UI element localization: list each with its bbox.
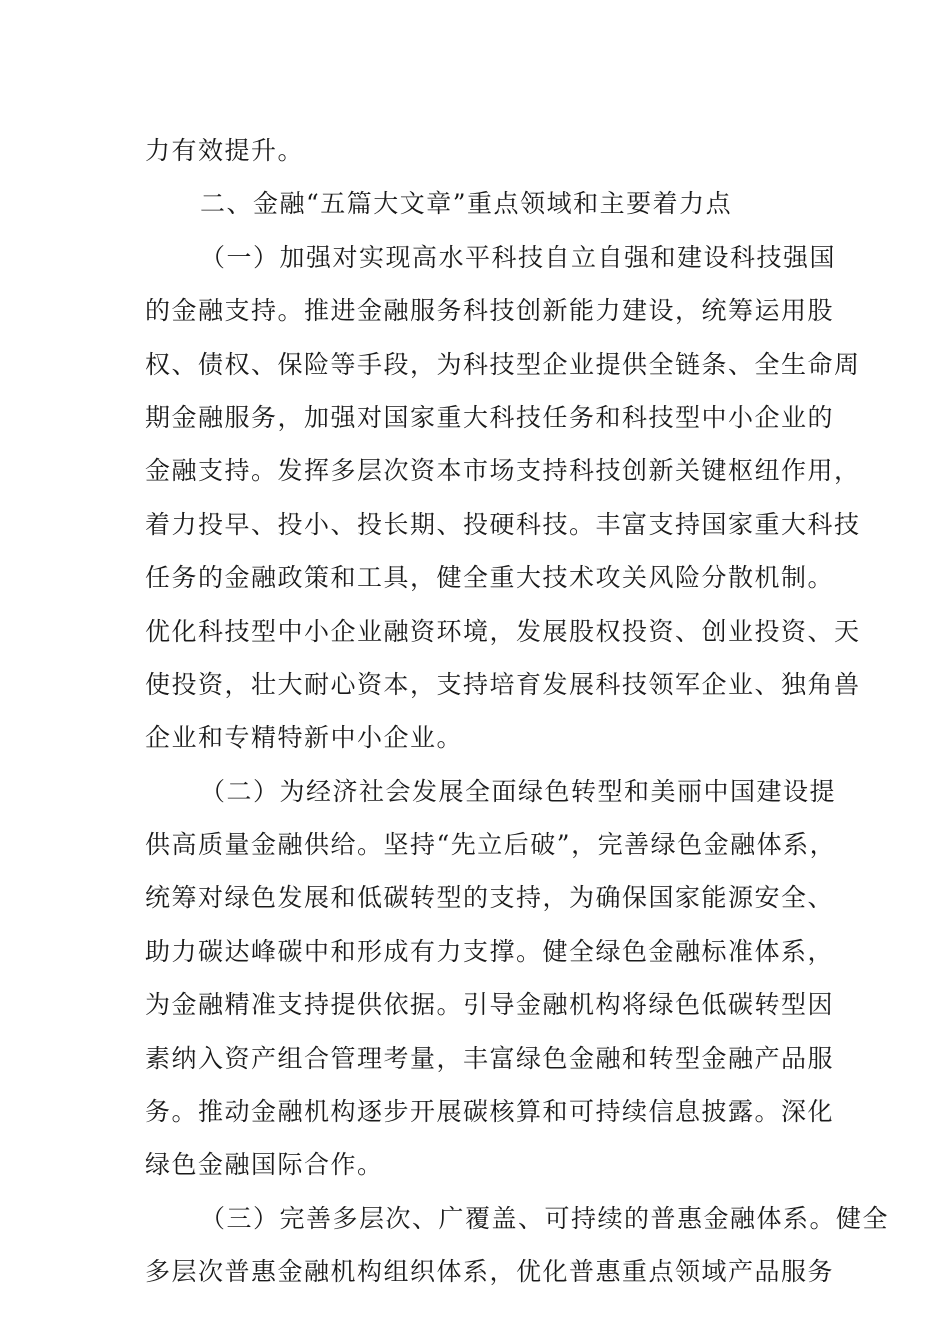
text-line: 为金融精准支持提供依据。引导金融机构将绿色低碳转型因 <box>145 990 835 1020</box>
text-line: 统筹对绿色发展和低碳转型的支持，为确保国家能源安全、 <box>145 883 835 913</box>
text-line: 企业和专精特新中小企业。 <box>145 723 464 753</box>
text-line: 的金融支持。推进金融服务科技创新能力建设，统筹运用股 <box>145 296 835 326</box>
text-line: 助力碳达峰碳中和形成有力支撑。健全绿色金融标准体系， <box>145 936 835 966</box>
section-heading: 二、金融“五篇大文章”重点领域和主要着力点 <box>200 189 733 219</box>
subsection-heading-2: （二）为经济社会发展全面绿色转型和美丽中国建设提 <box>200 776 837 806</box>
text-line: 期金融服务，加强对国家重大科技任务和科技型中小企业的 <box>145 402 835 432</box>
text-line: 使投资，壮大耐心资本，支持培育发展科技领军企业、独角兽 <box>145 669 861 699</box>
text-line: 优化科技型中小企业融资环境，发展股权投资、创业投资、天 <box>145 616 861 646</box>
text-line: 多层次普惠金融机构组织体系，优化普惠重点领域产品服务 <box>145 1257 835 1287</box>
text-line: 金融支持。发挥多层次资本市场支持科技创新关键枢纽作用， <box>145 456 861 486</box>
text-line: 权、债权、保险等手段，为科技型企业提供全链条、全生命周 <box>145 349 861 379</box>
text-line: 着力投早、投小、投长期、投硬科技。丰富支持国家重大科技 <box>145 509 861 539</box>
text-line: 供高质量金融供给。坚持“先立后破”，完善绿色金融体系， <box>145 830 837 860</box>
text-line: 素纳入资产组合管理考量，丰富绿色金融和转型金融产品服 <box>145 1043 835 1073</box>
text-line: 力有效提升。 <box>145 136 305 165</box>
text-line: 任务的金融政策和工具，健全重大技术攻关风险分散机制。 <box>145 563 835 593</box>
subsection-heading-1: （一）加强对实现高水平科技自立自强和建设科技强国 <box>200 242 837 272</box>
body-text <box>145 124 890 1299</box>
text-line: 务。推动金融机构逐步开展碳核算和可持续信息披露。深化 <box>145 1097 835 1127</box>
text-line: 绿色金融国际合作。 <box>145 1150 384 1180</box>
subsection-heading-3: （三）完善多层次、广覆盖、可持续的普惠金融体系。健全 <box>200 1203 890 1233</box>
